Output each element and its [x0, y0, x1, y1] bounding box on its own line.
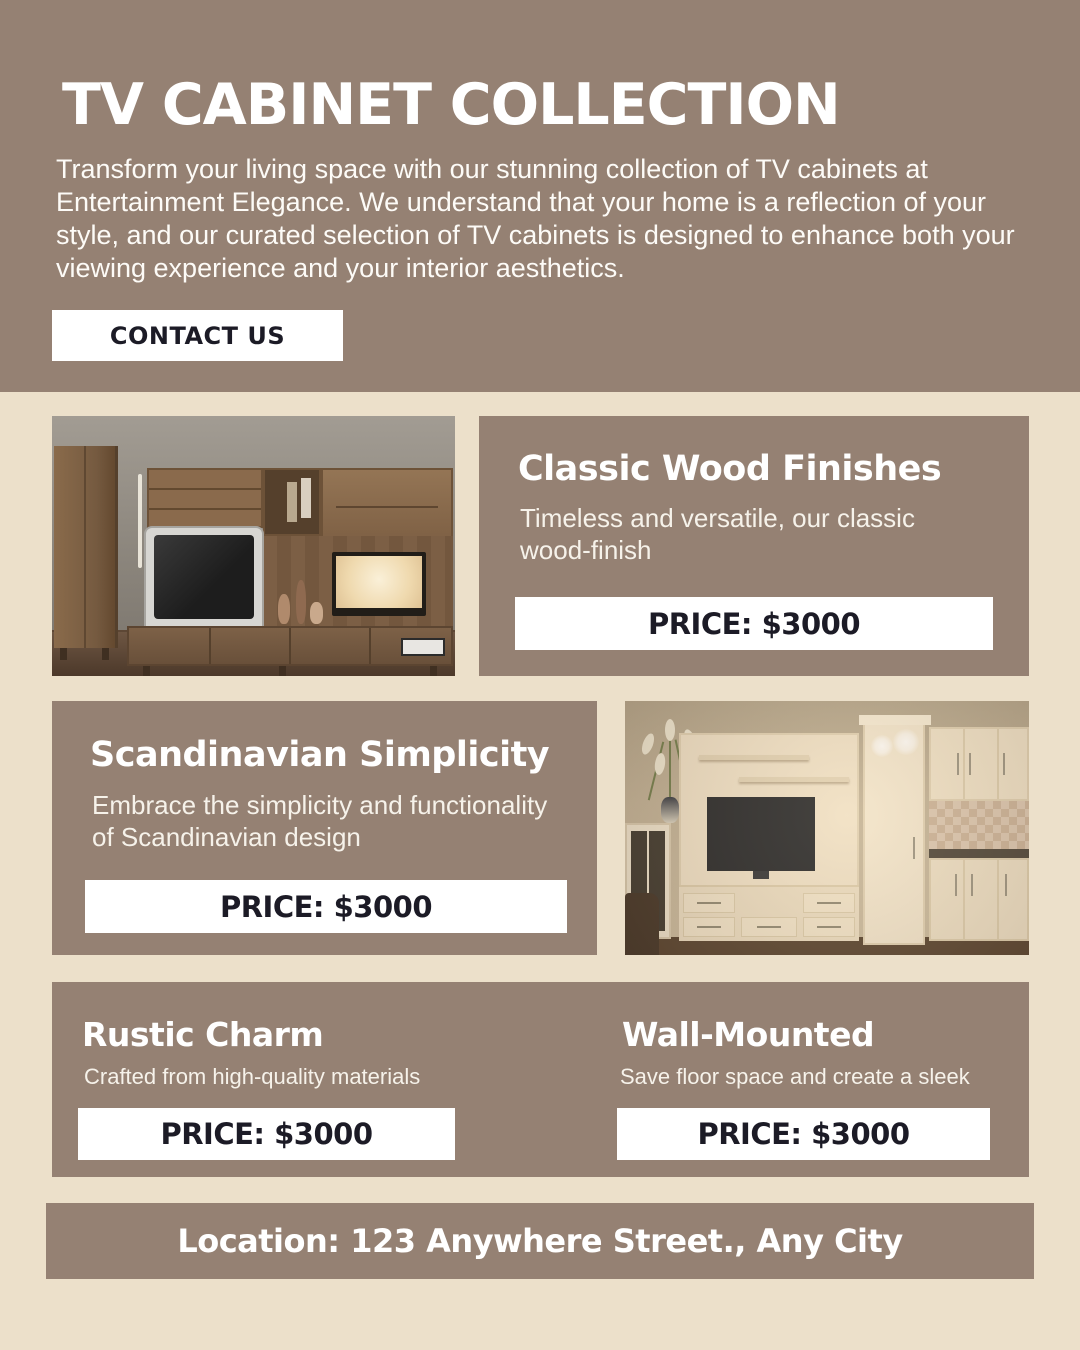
upper-shelves-shape — [147, 468, 263, 528]
intro-paragraph: Transform your living space with our stunning collection of TV cabinets at Entertainment Elegance. We understand that your home is a reflection of your style, and our curated selection of TV cabinets is designed to enhance both your viewing experience and your interior aesthetics. — [56, 154, 1015, 283]
wall-tv-shape — [707, 797, 815, 871]
page-title: TV CABINET COLLECTION — [62, 72, 840, 138]
tile-backsplash-shape — [929, 801, 1029, 849]
open-cubby-shape — [263, 468, 321, 536]
product-card-classic-wood — [479, 416, 1029, 676]
tv-panel-shape — [679, 733, 859, 941]
chair-shape — [625, 893, 659, 955]
sideboard-shape — [127, 626, 453, 666]
product-description: Timeless and versatile, our classic wood-finish — [520, 503, 915, 565]
bottom-products-panel — [52, 982, 1029, 1177]
price-label: PRICE: $3000 — [85, 880, 567, 933]
drawer-base-shape — [679, 885, 859, 941]
price-label: PRICE: $3000 — [617, 1108, 990, 1160]
kitchen-upper-cabinets-shape — [929, 727, 1029, 801]
scandinavian-photo — [625, 701, 1029, 955]
wardrobe-shape — [54, 446, 118, 648]
flat-tv-shape — [332, 552, 426, 616]
product-title: Wall-Mounted — [622, 1015, 875, 1054]
location-bar: Location: 123 Anywhere Street., Any City — [46, 1203, 1034, 1279]
cooktop-shape — [929, 849, 1029, 858]
light-strip-shape — [138, 474, 142, 568]
product-title: Rustic Charm — [82, 1015, 324, 1054]
crt-tv-shape — [144, 526, 264, 638]
kitchen-lower-cabinets-shape — [929, 858, 1029, 941]
header-section — [0, 0, 1080, 392]
product-description: Save floor space and create a sleek — [620, 1064, 970, 1089]
product-card-scandinavian — [52, 701, 597, 955]
price-label: PRICE: $3000 — [78, 1108, 455, 1160]
upper-cabinet-shape — [321, 468, 453, 544]
classic-wood-photo — [52, 416, 455, 676]
product-title: Scandinavian Simplicity — [90, 735, 550, 775]
tall-cabinet-shape — [863, 715, 925, 945]
product-description: Crafted from high-quality materials — [84, 1064, 421, 1089]
price-label: PRICE: $3000 — [515, 597, 993, 650]
contact-us-button[interactable]: CONTACT US — [52, 310, 343, 361]
product-description: Embrace the simplicity and functionality of Scandinavian design — [92, 790, 548, 852]
vase-shape — [661, 797, 679, 823]
product-title: Classic Wood Finishes — [518, 449, 942, 489]
